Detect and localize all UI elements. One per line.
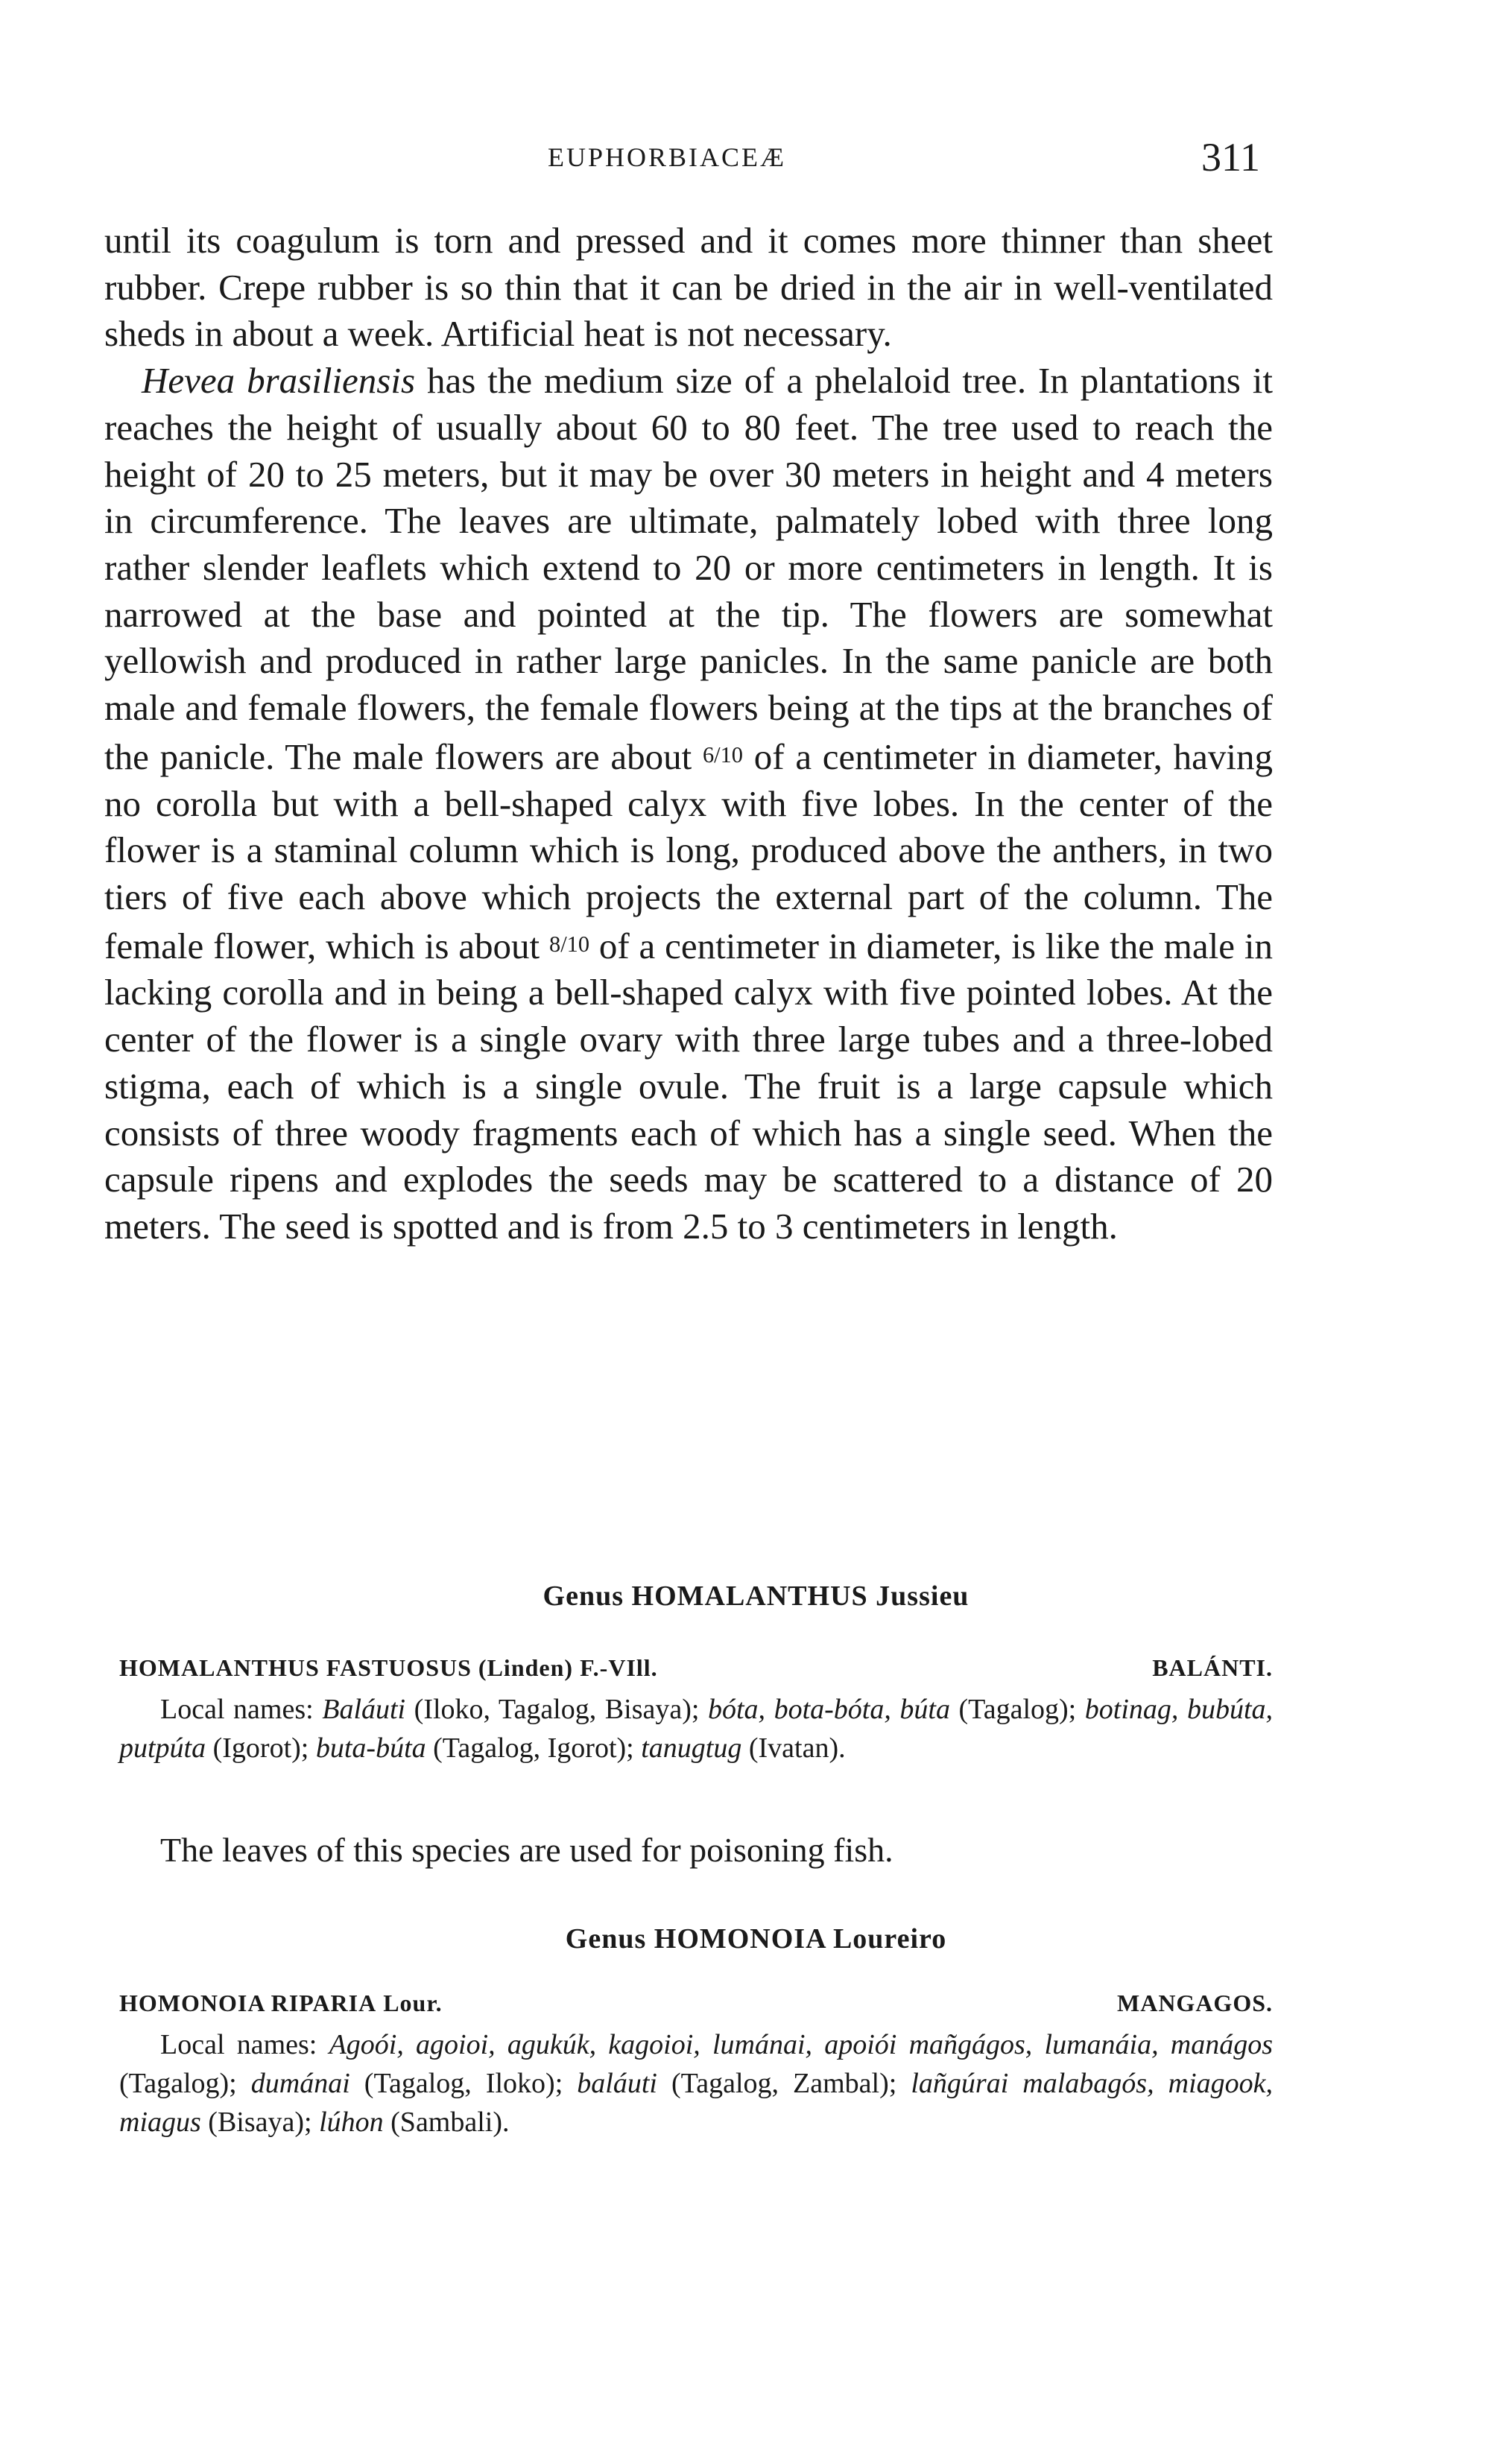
local-name: Agoói, agoioi, agukúk, kagoioi, lumánai, apoiói mañgágos, lumanáia, manágos bbox=[329, 2029, 1274, 2060]
genus-name: HOMALANTHUS bbox=[631, 1580, 868, 1612]
species-row-homonoia bbox=[119, 1990, 1273, 2017]
language: (Tagalog, Zambal); bbox=[657, 2068, 911, 2099]
local-name: lañgúrai malabagós, miagook, miagus bbox=[119, 2068, 1273, 2138]
language: (Iloko, Tagalog, Bisaya); bbox=[405, 1694, 708, 1725]
species-vernacular: BALÁNTI. bbox=[1152, 1654, 1273, 1681]
genus-author: Loureiro bbox=[832, 1923, 947, 1955]
body-text bbox=[104, 218, 1273, 1250]
local-name: tanugtug bbox=[641, 1732, 742, 1764]
local-names-homalanthus bbox=[119, 1690, 1273, 1767]
language: (Igorot); bbox=[206, 1732, 316, 1764]
species-author: (Linden) F.-VIll. bbox=[478, 1654, 658, 1681]
genus-heading-homonoia bbox=[0, 1922, 1512, 1955]
local-name: buta-búta bbox=[315, 1732, 426, 1764]
fraction: 8/10 bbox=[549, 931, 590, 957]
language: (Tagalog, Igorot); bbox=[426, 1732, 642, 1764]
species-name: HOMONOIA RIPARIA bbox=[119, 1990, 377, 2016]
species-row-homalanthus bbox=[119, 1654, 1273, 1682]
genus-author: Jussieu bbox=[876, 1580, 969, 1612]
language: (Bisaya); bbox=[200, 2107, 320, 2138]
paragraph-text: of a centimeter in diameter, having no corolla but with a bell-shaped calyx with five lobes. In the center of the flower is a staminal column which is long, produced above the anthers, in two tiers of five each above which projects the external part of the column. The female flower, which is about bbox=[104, 735, 1273, 966]
species-author: Lour. bbox=[383, 1990, 443, 2016]
language: (Sambali). bbox=[383, 2107, 510, 2138]
species-vernacular: MANGAGOS. bbox=[1117, 1990, 1273, 2016]
genus-heading-homalanthus bbox=[0, 1580, 1512, 1613]
species-italic: Hevea brasiliensis bbox=[142, 360, 416, 402]
genus-label: Genus bbox=[565, 1923, 647, 1955]
paragraph-text: has the medium size of a phelaloid tree. In plantations it reaches the height of usually about 60 to 80 feet. The tree used to reach the height of 20 to 25 meters, but it may be over 30 meters in height and 4 meters in circumference. The leaves are ultimate, palmately lobed with three long rather slender leaflets which extend to 20 or more centimeters in length. It is narrowed at the base and pointed at the tip. The flowers are somewhat yellowish and produced in rather large panicles. In the same panicle are both male and female flowers, the female flowers being at the tips at the branches of the panicle. The male flowers are about bbox=[104, 360, 1273, 777]
page-number: 311 bbox=[1201, 135, 1260, 180]
paragraph-continuation: until its coagulum is torn and pressed and it comes more thinner than sheet rubber. Crepe rubber is so thin that it can be dried in the air in well-ventilated sheds in about a week. Artificial heat is not necessary. bbox=[104, 220, 1273, 355]
local-name: lúhon bbox=[319, 2107, 384, 2138]
language: (Tagalog); bbox=[949, 1694, 1085, 1725]
local-name: Baláuti bbox=[322, 1694, 406, 1725]
local-name: botinag, bubúta, putpúta bbox=[119, 1694, 1273, 1764]
usage-note: The leaves of this species are used for poisoning fish. bbox=[160, 1831, 893, 1869]
language: (Ivatan). bbox=[741, 1732, 846, 1764]
local-names-label: Local names: bbox=[160, 1694, 323, 1725]
local-names-homonoia bbox=[119, 2025, 1273, 2142]
fraction: 6/10 bbox=[702, 741, 743, 768]
genus-label: Genus bbox=[543, 1580, 624, 1612]
running-title: EUPHORBIACEÆ bbox=[548, 142, 787, 172]
local-names-label: Local names: bbox=[160, 2029, 329, 2060]
genus-name: HOMONOIA bbox=[654, 1923, 826, 1955]
running-head bbox=[0, 134, 1512, 194]
paragraph-hevea bbox=[104, 358, 1273, 1250]
language: (Tagalog); bbox=[119, 2068, 251, 2099]
local-name: bóta, bota-bóta, búta bbox=[707, 1694, 950, 1725]
species-name: HOMALANTHUS FASTUOSUS bbox=[119, 1654, 472, 1681]
language: (Tagalog, Iloko); bbox=[349, 2068, 578, 2099]
local-name: baláuti bbox=[577, 2068, 657, 2099]
local-name: dumánai bbox=[250, 2068, 350, 2099]
paragraph-text: of a centimeter in diameter, is like the male in lacking corolla and in being a bell-shaped calyx with five pointed lobes. At the center of the flower is a single ovary with three large tubes and a three-lobed stigma, each of which is a single ovule. The fruit is a large capsule which consists of three woody fragments each of which has a single seed. When the capsule ripens and explodes the seeds may be scattered to a distance of 20 meters. The seed is spotted and is from 2.5 to 3 centimeters in length. bbox=[104, 925, 1273, 1247]
